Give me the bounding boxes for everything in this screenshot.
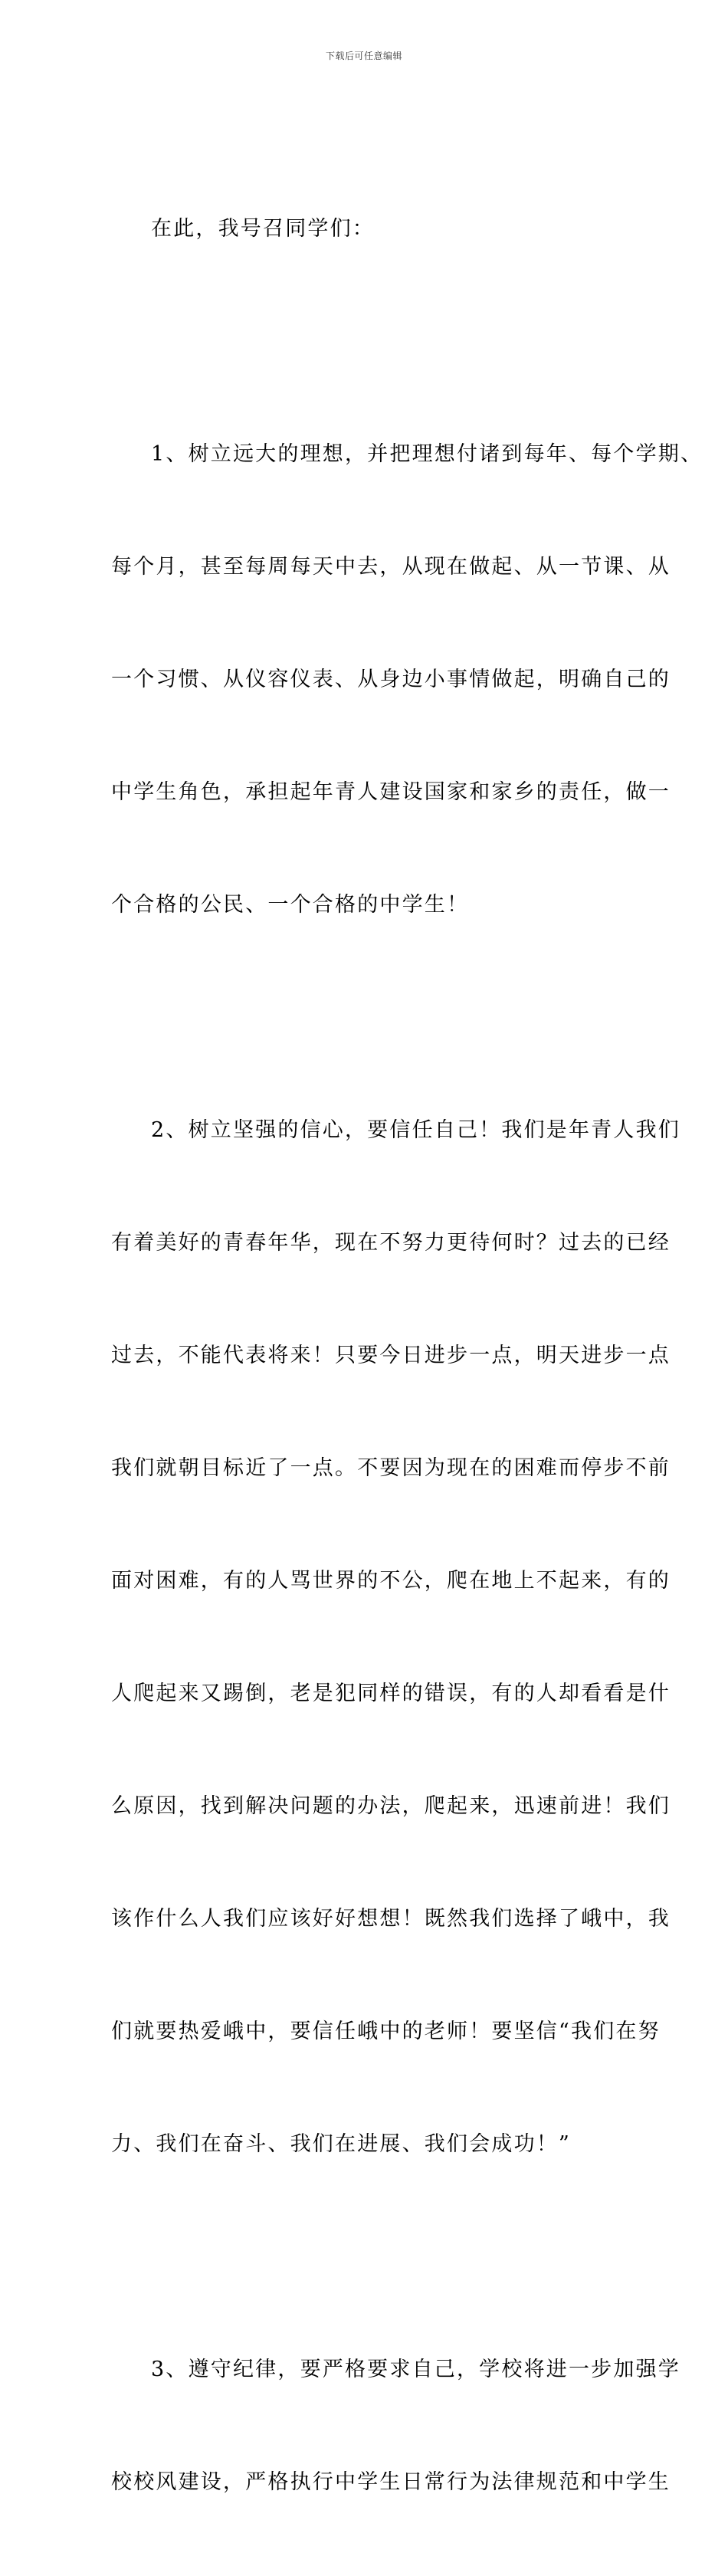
paragraph-3-line: 3、遵守纪律，要严格要求自己，学校将进一步加强学	[151, 2358, 680, 2381]
paragraph-1-line: 1、树立远大的理想，并把理想付诸到每年、每个学期、	[151, 442, 703, 466]
paragraph-gap	[111, 323, 621, 360]
paragraph-1-line: 每个月，甚至每周每天中去，从现在做起、从一节课、从	[111, 555, 671, 579]
paragraph-1	[111, 360, 703, 999]
paragraph-2-line: 该作什么人我们应该好好想想！既然我们选择了峨中，我	[111, 1907, 671, 1931]
paragraph-2-line: 面对困难，有的人骂世界的不公，爬在地上不起来，有的	[111, 1569, 671, 1593]
document-body	[111, 135, 703, 2576]
page-header-note: 下载后可任意编辑	[325, 51, 402, 61]
paragraph-3	[111, 2276, 680, 2576]
intro-paragraph	[111, 135, 621, 323]
paragraph-2-line: 2、树立坚强的信心，要信任自己！我们是年青人我们	[151, 1118, 680, 1142]
paragraph-1-line: 中学生角色，承担起年青人建设国家和家乡的责任，做一	[111, 780, 671, 804]
paragraph-2-line: 力、我们在奋斗、我们在进展、我们会成功！”	[111, 2132, 572, 2156]
paragraph-2-line: 们就要热爱峨中，要信任峨中的老师！要坚信“我们在努	[111, 2020, 661, 2043]
paragraph-1-line: 个合格的公民、一个合格的中学生！	[111, 893, 470, 917]
paragraph-2-line: 么原因，找到解决问题的办法，爬起来，迅速前进！我们	[111, 1794, 671, 1818]
paragraph-1-line: 一个习惯、从仪容仪表、从身边小事情做起，明确自己的	[111, 668, 671, 691]
paragraph-3-line: 校校风建设，严格执行中学生日常行为法律规范和中学生	[111, 2470, 671, 2494]
paragraph-2-line: 过去，不能代表将来！只要今日进步一点，明天进步一点	[111, 1344, 671, 1367]
intro-line: 在此，我号召同学们：	[151, 217, 375, 241]
paragraph-gap	[111, 999, 621, 1036]
paragraph-2-line: 人爬起来又踢倒，老是犯同样的错误，有的人却看看是什	[111, 1682, 671, 1705]
paragraph-2	[111, 1036, 680, 2238]
paragraph-2-line: 有着美好的青春年华，现在不努力更待何时？过去的已经	[111, 1231, 671, 1255]
paragraph-2-line: 我们就朝目标近了一点。不要因为现在的困难而停步不前	[111, 1456, 671, 1480]
paragraph-gap	[111, 2238, 621, 2276]
